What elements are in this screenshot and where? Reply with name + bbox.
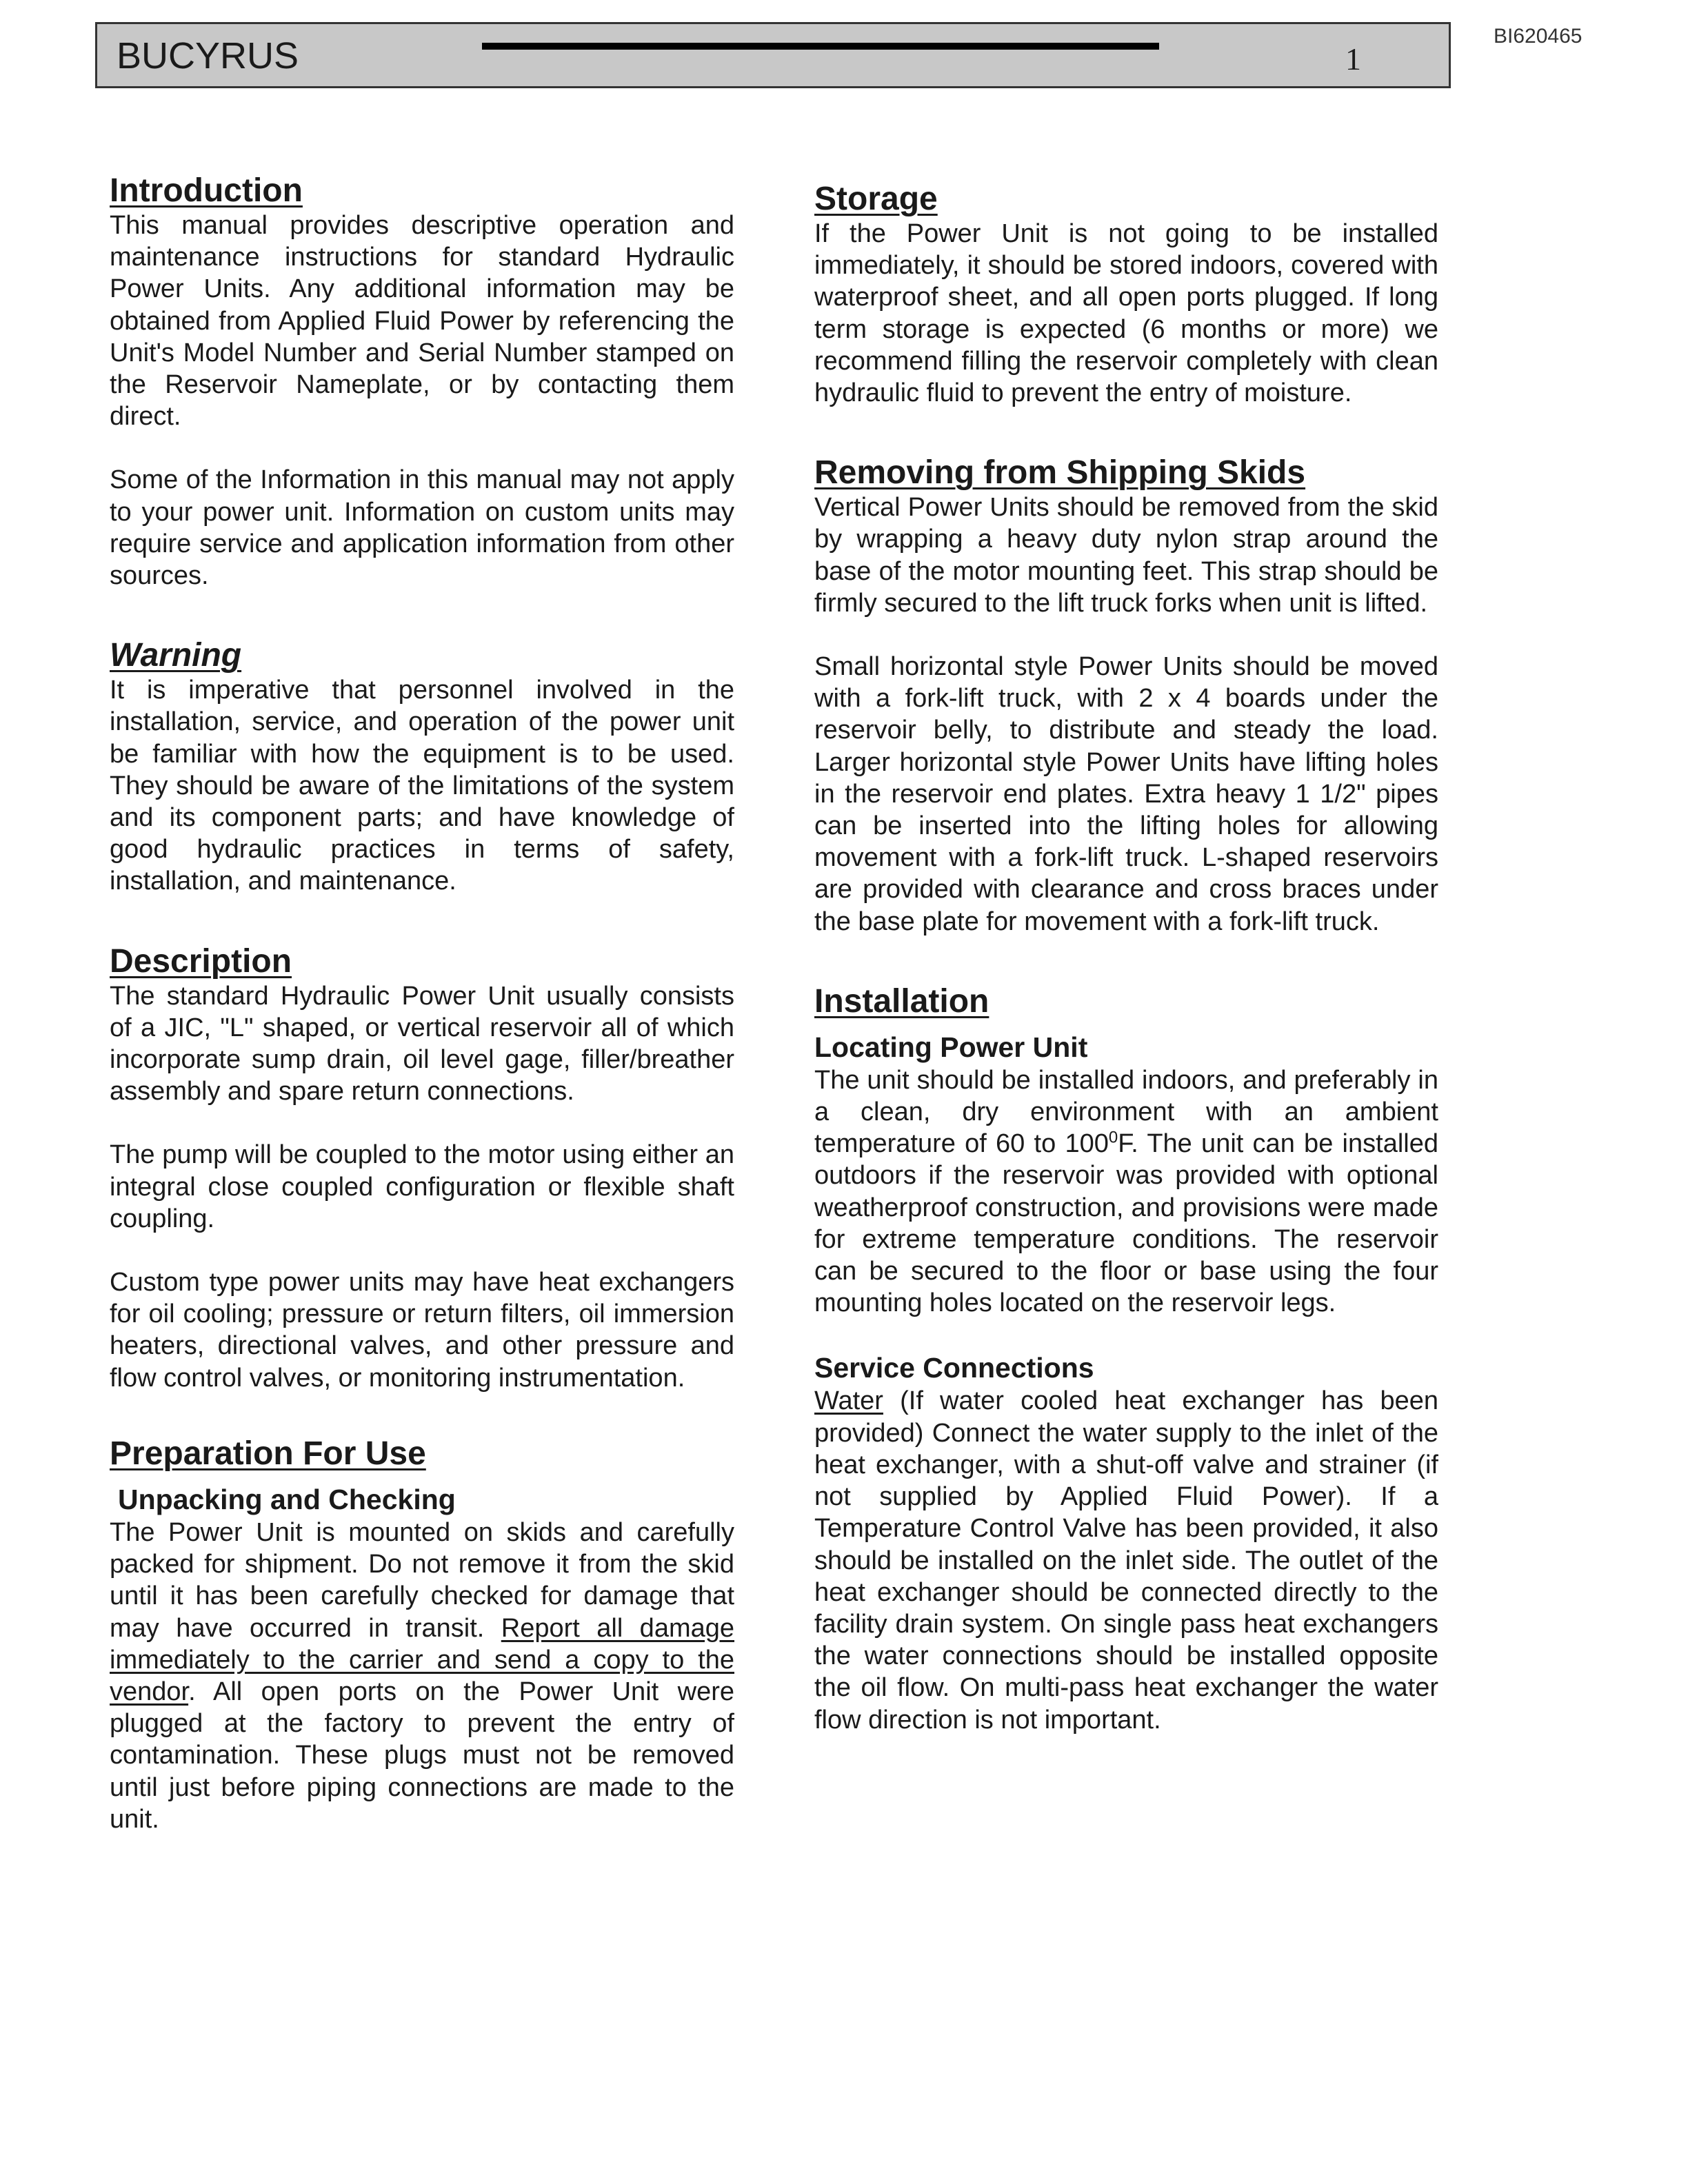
service-connections-paragraph [814, 1385, 1438, 1735]
locating-paragraph [814, 1064, 1438, 1320]
installation-section [814, 983, 1438, 1736]
locating-text-end: F. The unit can be installed outdoors if the reservoir was provided with optional weatherproof construction, and provisions were made for extreme temperature conditions. The reservoir can be secured to the floor or base using the four mounting holes located on the reservoir legs. [814, 1129, 1438, 1318]
removing-paragraph-1: Vertical Power Units should be removed from the skid by wrapping a heavy duty nylon strap around the base of the motor mounting feet. This strap should be firmly secured to the lift truck forks when unit is lifted. [814, 493, 1438, 618]
introduction-paragraph-2: Some of the Information in this manual may not apply to your power unit. Information on custom units may require service and application information from other sources. [110, 465, 734, 591]
description-paragraph-3: Custom type power units may have heat exchangers for oil cooling; pressure or return filters, oil immersion heaters, directional valves, and other pressure and flow control valves, or monitoring instrumentation. [110, 1268, 734, 1393]
warning-heading: Warning [110, 637, 242, 674]
removing-section [814, 454, 1438, 938]
locating-subheading: Locating Power Unit [814, 1031, 1088, 1063]
left-column [110, 172, 734, 1835]
removing-paragraph-2: Small horizontal style Power Units should be moved with a fork-lift truck, with 2 x 4 boards under the reservoir belly, to distribute and steady the load. Larger horizontal style Power Units have lifting holes in the reservoir end plates. Extra heavy 1 1/2" pipes can be inserted into the lifting holes for allowing movement with a fork-lift truck. L-shaped reservoirs are provided with clearance and cross braces under the base plate for movement with a fork-lift truck. [814, 652, 1438, 936]
water-label: Water [814, 1386, 883, 1416]
unpacking-text-start: The Power Unit is mounted on skids and carefully packed for shipment. Do not remove it from the skid until it has been carefully checked for damage that may have occurred in transit. [110, 1517, 734, 1643]
document-code: BI620465 [1494, 25, 1582, 48]
brand-name: BUCYRUS [117, 35, 299, 77]
page-number: 1 [1345, 41, 1361, 77]
preparation-heading: Preparation For Use [110, 1435, 426, 1472]
storage-section [814, 181, 1438, 409]
removing-heading: Removing from Shipping Skids [814, 454, 1306, 492]
introduction-heading: Introduction [110, 172, 303, 209]
installation-heading: Installation [814, 982, 989, 1020]
locating-text-start: The unit should be installed indoors, and preferably in a clean, dry environment with an ambient temperature of 60 to 100 [814, 1065, 1438, 1159]
warning-paragraph: It is imperative that personnel involved in the installation, service, and operation of the power unit be familiar with how the equipment is to be used. They should be aware of the limitations of the system and its component parts; and have knowledge of good hydraulic practices in terms of safety, installation, and maintenance. [110, 676, 734, 896]
unpacking-text-underlined: Report all damage immediately to the carrier and send a copy to the vendor [110, 1613, 735, 1706]
description-paragraph-1: The standard Hydraulic Power Unit usually consists of a JIC, "L" shaped, or vertical reservoir all of which incorporate sump drain, oil level gage, filler/breather assembly and spare return connections. [110, 981, 734, 1106]
storage-paragraph: If the Power Unit is not going to be installed immediately, it should be stored indoors, covered with waterproof sheet, and all open ports plugged. If long term storage is expected (6 months or more) we recommend filling the reservoir completely with clean hydraulic fluid to prevent the entry of moisture. [814, 219, 1438, 408]
right-column [814, 181, 1438, 1736]
description-paragraph-2: The pump will be coupled to the motor using either an integral close coupled configuration or flexible shaft coupling. [110, 1140, 734, 1233]
introduction-paragraph-1: This manual provides descriptive operation and maintenance instructions for standard Hydraulic Power Units. Any additional information may be obtained from Applied Fluid Power by referencing the Unit's Model Number and Serial Number stamped on the Reservoir Nameplate, or by contacting them direct. [110, 211, 734, 432]
warning-section [110, 637, 734, 897]
service-connections-subheading: Service Connections [814, 1352, 1094, 1384]
introduction-section [110, 172, 734, 592]
description-heading: Description [110, 942, 292, 980]
preparation-section [110, 1435, 734, 1835]
water-text: (If water cooled heat exchanger has been provided) Connect the water supply to the inlet of the heat exchanger, with a shut-off valve and strainer (if not supplied by Applied Fluid Power). If a Temperature Control Valve has been provided, it also should be installed on the inlet side. The outlet of the heat exchanger should be connected directly to the facility drain system. On single pass heat exchangers the water connections should be installed opposite the oil flow. On multi-pass heat exchanger the water flow direction is not important. [814, 1386, 1438, 1735]
degree-superscript: 0 [1108, 1128, 1118, 1147]
page-header-bar [95, 22, 1451, 88]
storage-heading: Storage [814, 181, 938, 217]
header-rule [482, 43, 1159, 50]
unpacking-subheading: Unpacking and Checking [118, 1483, 456, 1515]
unpacking-paragraph [110, 1517, 734, 1835]
description-section [110, 943, 734, 1394]
unpacking-text-end: . All open ports on the Power Unit were plugged at the factory to prevent the entry of contamination. These plugs must not be removed until just before piping connections are made to the unit. [110, 1677, 734, 1834]
